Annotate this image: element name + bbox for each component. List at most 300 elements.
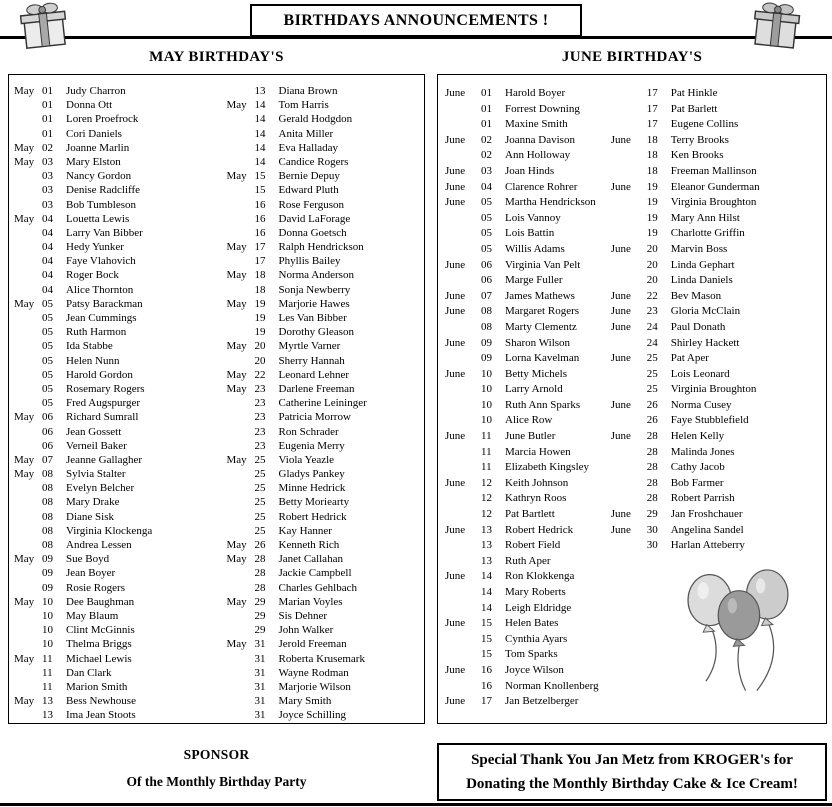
- day-label: 31: [254, 652, 266, 665]
- birthday-row: [227, 524, 425, 538]
- name-label: Sherry Hannah: [278, 354, 345, 367]
- birthday-row: [611, 164, 826, 180]
- name-label: Marjorie Wilson: [278, 680, 351, 693]
- name-label: Linda Gephart: [670, 258, 735, 271]
- birthday-row: [611, 476, 826, 492]
- birthday-row: [227, 481, 425, 495]
- name-label: Andrea Lessen: [66, 539, 132, 551]
- month-label: [14, 481, 42, 495]
- birthday-row: [227, 198, 425, 212]
- name-label: Helen Nunn: [66, 354, 120, 367]
- name-label: Eugenia Merry: [278, 439, 345, 452]
- name-label: Diana Brown: [278, 85, 338, 97]
- month-label: June: [445, 289, 466, 302]
- birthday-row: [14, 566, 217, 580]
- month-label: [445, 242, 481, 258]
- name-label: Mary Roberts: [505, 586, 566, 598]
- day-label: 14: [481, 586, 492, 598]
- june-section-title: JUNE BIRTHDAY'S: [561, 49, 703, 65]
- birthday-row: [445, 601, 609, 617]
- month-label: June: [610, 508, 631, 521]
- name-label: Maxine Smith: [505, 118, 568, 131]
- birthday-row: [611, 538, 826, 554]
- name-label: Mary Elston: [66, 155, 121, 168]
- name-label: Jan Betzelberger: [505, 695, 579, 708]
- birthday-row: [445, 351, 609, 367]
- day-label: 03: [42, 155, 53, 168]
- name-label: Larry Van Bibber: [66, 226, 143, 239]
- birthday-row: [14, 325, 217, 339]
- name-label: Linda Daniels: [670, 274, 733, 287]
- birthday-row: [227, 566, 425, 580]
- day-label: 15: [481, 648, 492, 661]
- day-label: 04: [42, 226, 53, 239]
- name-label: Dee Baughman: [66, 595, 135, 608]
- birthday-row: [14, 637, 217, 651]
- month-label: June: [445, 570, 466, 583]
- birthday-row: [14, 127, 217, 141]
- month-label: May: [14, 595, 35, 608]
- name-label: Martha Hendrickson: [505, 196, 596, 209]
- day-label: 06: [42, 439, 53, 452]
- month-label: [14, 325, 42, 339]
- birthday-row: [227, 127, 425, 141]
- birthday-row: [445, 585, 609, 601]
- may-column-1: [9, 84, 217, 723]
- birthday-row: [14, 254, 217, 268]
- sponsor-note: [8, 747, 425, 790]
- birthday-row: [611, 211, 826, 227]
- day-label: 01: [481, 102, 492, 115]
- birthday-row: [14, 268, 217, 282]
- month-label: May: [14, 141, 35, 154]
- month-label: May: [226, 553, 247, 566]
- birthday-row: [611, 242, 826, 258]
- month-label: [14, 240, 42, 254]
- birthday-row: [14, 396, 217, 410]
- day-label: 26: [646, 398, 658, 411]
- name-label: Donna Ott: [66, 99, 113, 112]
- name-label: Richard Sumrall: [66, 411, 139, 424]
- name-label: Dan Clark: [66, 666, 112, 679]
- day-label: 09: [42, 567, 53, 580]
- month-label: May: [226, 241, 247, 254]
- birthday-row: [14, 524, 217, 538]
- month-label: [14, 637, 42, 651]
- birthday-row: [14, 495, 217, 509]
- name-label: Joyce Schilling: [278, 709, 347, 722]
- name-label: Norma Anderson: [278, 269, 354, 282]
- birthday-row: [445, 180, 609, 196]
- name-label: Robert Field: [505, 539, 561, 552]
- name-label: Phyllis Bailey: [278, 255, 341, 268]
- thank-you-line-1: Special Thank You Jan Metz from KROGER's for: [471, 752, 793, 768]
- day-label: 02: [42, 141, 53, 154]
- month-label: [227, 396, 255, 410]
- birthday-row: [445, 445, 609, 461]
- month-label: [227, 127, 255, 141]
- month-label: [227, 212, 255, 226]
- day-label: 06: [481, 274, 492, 287]
- birthday-row: [445, 554, 609, 570]
- month-label: May: [226, 99, 247, 112]
- day-label: 05: [481, 196, 492, 209]
- birthday-row: [227, 609, 425, 623]
- birthday-row: [445, 226, 609, 242]
- name-label: Marge Fuller: [505, 274, 563, 287]
- month-label: [227, 198, 255, 212]
- birthday-row: [227, 339, 425, 353]
- birthday-row: [14, 368, 217, 382]
- name-label: Thelma Briggs: [66, 638, 132, 651]
- month-label: June: [610, 289, 631, 302]
- month-label: [227, 425, 255, 439]
- day-label: 19: [646, 227, 658, 240]
- name-label: Janet Callahan: [278, 553, 343, 566]
- day-label: 04: [42, 283, 53, 296]
- birthday-row: [14, 141, 217, 155]
- birthday-row: [14, 169, 217, 183]
- name-label: Bob Tumbleson: [66, 198, 136, 211]
- name-label: Catherine Leininger: [278, 397, 367, 410]
- name-label: Kay Hanner: [278, 524, 332, 537]
- month-label: [14, 680, 42, 694]
- month-label: June: [445, 367, 466, 380]
- month-label: [611, 445, 647, 461]
- name-label: Ron Schrader: [278, 425, 339, 438]
- month-label: June: [610, 180, 631, 193]
- birthday-row: [227, 212, 425, 226]
- name-label: Sylvia Stalter: [66, 468, 126, 481]
- birthday-row: [611, 445, 826, 461]
- month-label: [14, 382, 42, 396]
- day-label: 24: [646, 336, 658, 349]
- name-label: Leigh Eldridge: [505, 601, 572, 614]
- month-label: [611, 538, 647, 554]
- month-label: [14, 283, 42, 297]
- birthday-row: [14, 538, 217, 552]
- birthday-row: [227, 495, 425, 509]
- name-label: Jeanne Gallagher: [66, 453, 143, 466]
- birthday-row: [227, 268, 425, 282]
- birthday-row: [227, 652, 425, 666]
- day-label: 28: [646, 445, 658, 458]
- day-label: 23: [646, 305, 658, 318]
- day-label: 29: [254, 624, 266, 637]
- day-label: 31: [254, 695, 266, 708]
- birthday-row: [227, 368, 425, 382]
- day-label: 12: [481, 492, 492, 505]
- day-label: 02: [481, 133, 492, 146]
- day-label: 03: [42, 170, 53, 183]
- name-label: Fred Augspurger: [66, 397, 141, 410]
- day-label: 19: [254, 312, 266, 324]
- birthday-row: [227, 538, 425, 552]
- month-label: [611, 273, 647, 289]
- name-label: Virginia Van Pelt: [505, 258, 581, 271]
- month-label: [14, 439, 42, 453]
- month-label: June: [610, 352, 631, 365]
- birthday-row: [445, 523, 609, 539]
- month-label: May: [226, 340, 247, 353]
- birthday-row: [445, 663, 609, 679]
- day-label: 11: [481, 445, 492, 458]
- name-label: Ruth Harmon: [66, 326, 127, 339]
- sponsor-title: SPONSOR: [183, 747, 250, 762]
- birthday-row: [14, 581, 217, 595]
- day-label: 14: [254, 99, 266, 112]
- name-label: Roger Bock: [66, 269, 119, 282]
- birthday-row: [611, 398, 826, 414]
- month-label: June: [610, 523, 631, 536]
- birthday-row: [227, 226, 425, 240]
- name-label: Norman Knollenberg: [505, 679, 599, 692]
- birthday-row: [14, 666, 217, 680]
- month-label: June: [445, 133, 466, 146]
- birthday-row: [445, 679, 609, 695]
- day-label: 29: [646, 508, 658, 521]
- birthday-row: [611, 382, 826, 398]
- day-label: 20: [646, 274, 658, 287]
- day-label: 16: [254, 212, 266, 225]
- day-label: 31: [254, 680, 266, 693]
- name-label: Pat Hinkle: [670, 87, 718, 99]
- birthday-row: [227, 141, 425, 155]
- name-label: Tom Harris: [278, 99, 329, 112]
- name-label: Shirley Hackett: [670, 336, 740, 349]
- name-label: Kathryn Roos: [505, 492, 567, 505]
- month-label: [227, 155, 255, 169]
- birthday-row: [227, 112, 425, 126]
- day-label: 10: [481, 367, 492, 380]
- june-column-1: [438, 86, 609, 723]
- birthday-row: [445, 632, 609, 648]
- birthday-row: [445, 460, 609, 476]
- month-label: [611, 460, 647, 476]
- month-label: May: [226, 638, 247, 651]
- birthday-row: [14, 410, 217, 424]
- birthday-row: [445, 398, 609, 414]
- name-label: Jan Froshchauer: [670, 508, 743, 521]
- month-label: [445, 273, 481, 289]
- month-label: [227, 183, 255, 197]
- day-label: 13: [481, 554, 492, 567]
- birthday-row: [14, 552, 217, 566]
- month-label: [445, 554, 481, 570]
- birthday-row: [227, 581, 425, 595]
- day-label: 15: [254, 170, 266, 183]
- june-birthday-list: [437, 74, 827, 724]
- day-label: 04: [42, 255, 53, 268]
- birthday-row: [14, 311, 217, 325]
- month-label: [14, 226, 42, 240]
- day-label: 10: [481, 414, 492, 427]
- day-label: 13: [481, 539, 492, 552]
- day-label: 05: [42, 326, 53, 339]
- birthday-row: [445, 382, 609, 398]
- name-label: Ida Stabbe: [66, 340, 113, 353]
- month-label: June: [445, 617, 466, 630]
- month-label: [227, 254, 255, 268]
- birthday-row: [445, 507, 609, 523]
- birthday-row: [14, 297, 217, 311]
- day-label: 29: [254, 609, 266, 622]
- month-label: [14, 198, 42, 212]
- name-label: Jerold Freeman: [278, 638, 347, 651]
- birthday-row: [227, 155, 425, 169]
- day-label: 23: [254, 411, 266, 424]
- month-label: [14, 169, 42, 183]
- birthday-row: [227, 666, 425, 680]
- name-label: Nancy Gordon: [66, 170, 132, 183]
- name-label: Pat Bartlett: [505, 508, 555, 521]
- name-label: Leonard Lehner: [278, 368, 350, 381]
- name-label: Pat Aper: [670, 352, 709, 365]
- birthday-row: [227, 396, 425, 410]
- birthday-row: [611, 429, 826, 445]
- birthday-row: [227, 325, 425, 339]
- name-label: Loren Proefrock: [66, 113, 139, 126]
- day-label: 05: [42, 297, 53, 310]
- day-label: 08: [42, 539, 53, 551]
- name-label: Helen Bates: [505, 617, 559, 630]
- birthday-row: [611, 180, 826, 196]
- month-label: May: [226, 595, 247, 608]
- day-label: 18: [646, 133, 658, 146]
- day-label: 01: [42, 127, 53, 140]
- day-label: 23: [254, 425, 266, 438]
- day-label: 25: [646, 367, 658, 380]
- birthday-row: [611, 86, 826, 102]
- month-label: [227, 694, 255, 708]
- day-label: 08: [481, 305, 492, 318]
- birthday-row: [611, 491, 826, 507]
- name-label: Larry Arnold: [505, 383, 563, 396]
- month-label: [445, 148, 481, 164]
- birthday-row: [445, 320, 609, 336]
- month-label: May: [14, 155, 35, 168]
- day-label: 12: [481, 508, 492, 521]
- birthday-row: [227, 169, 425, 183]
- name-label: Patricia Morrow: [278, 411, 351, 424]
- birthday-row: [14, 382, 217, 396]
- day-label: 25: [254, 510, 266, 523]
- month-label: [611, 148, 647, 164]
- name-label: Donna Goetsch: [278, 226, 347, 239]
- name-label: Lois Leonard: [670, 367, 730, 380]
- birthday-row: [227, 439, 425, 453]
- birthday-row: [611, 460, 826, 476]
- month-label: May: [226, 170, 247, 183]
- name-label: Edward Pluth: [278, 184, 339, 197]
- day-label: 15: [481, 632, 492, 645]
- month-label: May: [226, 368, 247, 381]
- birthday-row: [611, 507, 826, 523]
- day-label: 18: [646, 164, 658, 177]
- month-label: [227, 439, 255, 453]
- name-label: Marty Clementz: [505, 320, 577, 333]
- birthday-row: [445, 694, 609, 710]
- may-section-title: MAY BIRTHDAY'S: [149, 49, 284, 65]
- may-birthday-list: [8, 74, 425, 724]
- birthday-row: [445, 86, 609, 102]
- name-label: Joanne Marlin: [66, 141, 130, 154]
- name-label: Willis Adams: [505, 242, 565, 255]
- month-label: [14, 708, 42, 722]
- month-label: [14, 666, 42, 680]
- name-label: Bev Mason: [670, 289, 722, 302]
- footer-divider: [0, 803, 832, 806]
- month-label: [14, 98, 42, 112]
- month-label: [14, 566, 42, 580]
- day-label: 05: [42, 382, 53, 395]
- birthday-row: [611, 258, 826, 274]
- month-label: May: [14, 652, 35, 665]
- name-label: Minne Hedrick: [278, 482, 346, 495]
- day-label: 06: [481, 258, 492, 271]
- name-label: Malinda Jones: [670, 445, 735, 458]
- name-label: Ken Brooks: [670, 149, 724, 162]
- page-title: BIRTHDAYS ANNOUNCEMENTS !: [283, 11, 549, 29]
- birthday-row: [445, 476, 609, 492]
- name-label: Sis Dehner: [278, 609, 328, 622]
- name-label: Freeman Mallinson: [670, 164, 757, 177]
- name-label: Sharon Wilson: [505, 336, 571, 349]
- month-label: [14, 581, 42, 595]
- name-label: Les Van Bibber: [278, 312, 347, 324]
- month-label: May: [14, 468, 35, 481]
- birthday-row: [445, 133, 609, 149]
- day-label: 28: [254, 581, 266, 594]
- birthday-row: [445, 569, 609, 585]
- month-label: [445, 102, 481, 118]
- day-label: 23: [254, 439, 266, 452]
- name-label: Wayne Rodman: [278, 666, 349, 679]
- birthday-row: [445, 429, 609, 445]
- month-label: [227, 354, 255, 368]
- birthday-row: [611, 289, 826, 305]
- birthday-row: [14, 481, 217, 495]
- birthday-row: [611, 351, 826, 367]
- birthday-row: [14, 467, 217, 481]
- name-label: Michael Lewis: [66, 652, 132, 665]
- month-label: [14, 510, 42, 524]
- month-label: [14, 623, 42, 637]
- day-label: 05: [481, 211, 492, 224]
- birthday-row: [227, 425, 425, 439]
- day-label: 26: [254, 539, 266, 551]
- day-label: 08: [42, 510, 53, 523]
- name-label: Charlotte Griffin: [670, 227, 745, 240]
- name-label: Verneil Baker: [66, 439, 127, 452]
- day-label: 14: [254, 127, 266, 140]
- birthday-row: [611, 273, 826, 289]
- day-label: 17: [646, 102, 658, 115]
- name-label: Bernie Depuy: [278, 170, 340, 183]
- month-label: [14, 538, 42, 552]
- birthday-row: [227, 623, 425, 637]
- name-label: Joan Hinds: [505, 164, 555, 177]
- day-label: 14: [254, 141, 266, 154]
- birthday-row: [14, 84, 217, 98]
- birthday-row: [227, 510, 425, 524]
- month-label: June: [445, 305, 466, 318]
- name-label: Eugene Collins: [670, 118, 739, 131]
- month-label: [445, 211, 481, 227]
- name-label: Marvin Boss: [670, 242, 728, 255]
- birthday-row: [445, 647, 609, 663]
- month-label: [227, 510, 255, 524]
